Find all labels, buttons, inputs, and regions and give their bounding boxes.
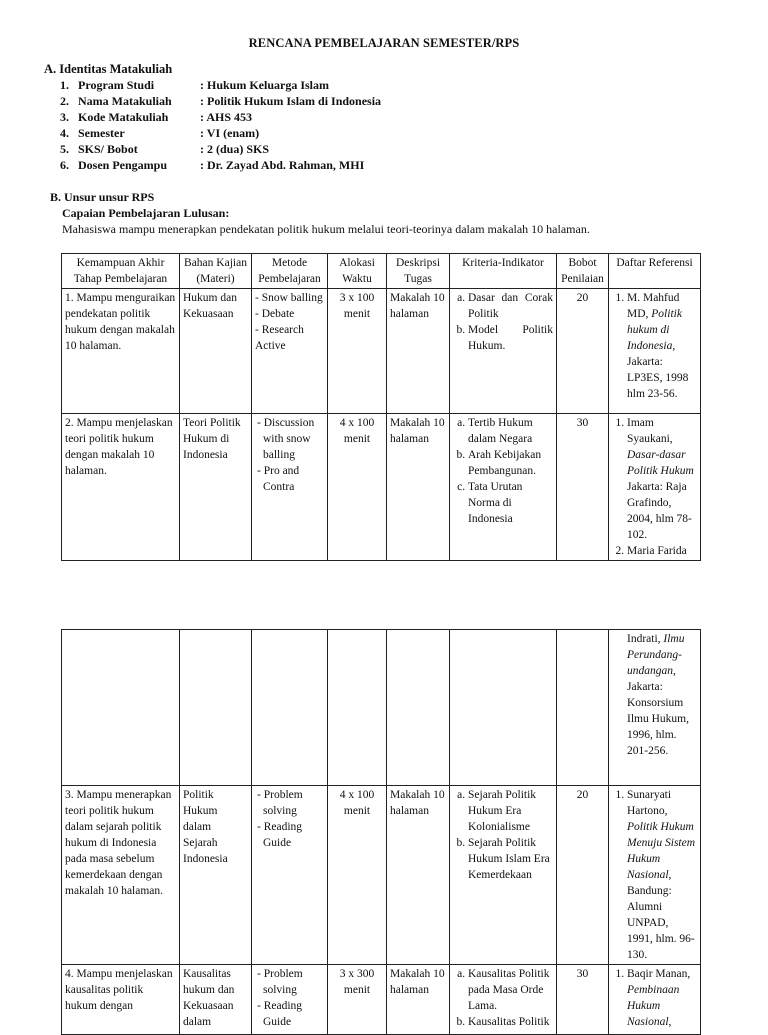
kemampuan-cell: 3. Mampu menerapkan teori politik hukum dalam sejarah politik hukum di Indonesia pada masa sebelum kemerdekaan dengan makalah 10 halaman. — [62, 786, 180, 965]
kriteria-cell — [450, 414, 557, 561]
kriteria-item: b. Kausalitas Politik — [468, 1014, 553, 1030]
metode-cell — [252, 414, 328, 561]
kriteria-item: b. Model Politik Hukum. — [468, 322, 553, 354]
identity-label: SKS/ Bobot — [78, 142, 138, 156]
bahan-cell — [180, 630, 252, 786]
metode-cell — [252, 965, 328, 1035]
identity-number: 2. — [60, 94, 69, 108]
column-header: Daftar Referensi — [609, 254, 701, 289]
identity-number: 4. — [60, 126, 69, 140]
bobot-cell: 20 — [557, 289, 609, 414]
deskripsi-cell: Makalah 10 halaman — [387, 965, 450, 1035]
table-row — [62, 786, 701, 965]
identity-label: Program Studi — [78, 78, 155, 92]
referensi-cell: Indrati, Ilmu Perundang-undangan, Jakarta: Konsorsium Ilmu Hukum, 1996, hlm. 201-256. — [609, 630, 701, 786]
cpl-title: Capaian Pembelajaran Lulusan: — [62, 206, 230, 220]
metode-item: - Problem solving — [255, 787, 324, 819]
metode-item: - Reading Guide — [255, 819, 324, 851]
kemampuan-cell: 1. Mampu menguraikan pendekatan politik hukum dengan makalah 10 halaman. — [62, 289, 180, 414]
identity-label: Kode Matakuliah — [78, 110, 169, 124]
section-b-heading: B. Unsur unsur RPS — [50, 190, 155, 204]
column-header: Deskripsi Tugas — [387, 254, 450, 289]
identity-number: 5. — [60, 142, 69, 156]
identity-number: 3. — [60, 110, 69, 124]
section-a-heading: A. Identitas Matakuliah — [44, 62, 173, 76]
alokasi-cell: 3 x 300 menit — [328, 965, 387, 1035]
identity-value: : 2 (dua) SKS — [200, 142, 270, 156]
metode-item: - Debate — [255, 306, 324, 322]
column-header: Alokasi Waktu — [328, 254, 387, 289]
referensi-cell — [609, 289, 701, 414]
metode-item: - Reading Guide — [255, 998, 324, 1030]
deskripsi-cell: Makalah 10 halaman — [387, 414, 450, 561]
rps-table — [61, 253, 701, 561]
kriteria-cell — [450, 786, 557, 965]
table-row — [62, 965, 701, 1035]
identity-label: Nama Matakuliah — [78, 94, 172, 108]
alokasi-cell: 3 x 100 menit — [328, 289, 387, 414]
metode-cell — [252, 289, 328, 414]
table-row — [62, 289, 701, 414]
deskripsi-cell: Makalah 10 halaman — [387, 786, 450, 965]
alokasi-cell: 4 x 100 menit — [328, 414, 387, 561]
deskripsi-cell: Makalah 10 halaman — [387, 289, 450, 414]
kriteria-item: b. Arah Kebijakan Pembangunan. — [468, 447, 553, 479]
metode-item: - Pro and Contra — [255, 463, 324, 495]
column-header: Bahan Kajian (Materi) — [180, 254, 252, 289]
table-row — [62, 414, 701, 561]
column-header: Metode Pembelajaran — [252, 254, 328, 289]
identity-value: : AHS 453 — [200, 110, 253, 124]
referensi-item: 1. Baqir Manan, Pembinaan Hukum Nasional, — [627, 966, 697, 1030]
kriteria-cell — [450, 289, 557, 414]
kemampuan-cell: 4. Mampu menjelaskan kausalitas politik hukum dengan — [62, 965, 180, 1035]
kriteria-item: b. Sejarah Politik Hukum Islam Era Kemerdekaan — [468, 835, 553, 883]
kriteria-cell — [450, 965, 557, 1035]
document-title: RENCANA PEMBELAJARAN SEMESTER/RPS — [248, 36, 520, 50]
table-row — [62, 630, 701, 786]
identity-value: : VI (enam) — [200, 126, 260, 140]
identity-value: : Politik Hukum Islam di Indonesia — [200, 94, 382, 108]
table-header-row — [62, 254, 701, 289]
referensi-item: 2. Maria Farida — [627, 543, 697, 559]
kemampuan-cell — [62, 630, 180, 786]
bahan-cell: Politik Hukum dalam Sejarah Indonesia — [180, 786, 252, 965]
metode-cell — [252, 786, 328, 965]
kemampuan-cell: 2. Mampu menjelaskan teori politik hukum dengan makalah 10 halaman. — [62, 414, 180, 561]
identity-number: 6. — [60, 158, 69, 172]
bahan-cell: Hukum dan Kekuasaan — [180, 289, 252, 414]
column-header: Kemampuan Akhir Tahap Pembelajaran — [62, 254, 180, 289]
kriteria-item: a. Dasar dan Corak Politik — [468, 290, 553, 322]
bobot-cell: 30 — [557, 414, 609, 561]
referensi-cell — [609, 965, 701, 1035]
column-header: Kriteria-Indikator — [450, 254, 557, 289]
referensi-item: 1. M. Mahfud MD, Politik hukum di Indonesia, Jakarta: LP3ES, 1998 hlm 23-56. — [627, 290, 697, 402]
identity-number: 1. — [60, 78, 69, 92]
bahan-cell: Kausalitas hukum dan Kekuasaan dalam — [180, 965, 252, 1035]
column-header: Bobot Penilaian — [557, 254, 609, 289]
identity-value: : Dr. Zayad Abd. Rahman, MHI — [200, 158, 365, 172]
deskripsi-cell — [387, 630, 450, 786]
identity-label: Dosen Pengampu — [78, 158, 168, 172]
alokasi-cell: 4 x 100 menit — [328, 786, 387, 965]
kriteria-item: a. Kausalitas Politik pada Masa Orde Lama. — [468, 966, 553, 1014]
kriteria-item: c. Tata Urutan Norma di Indonesia — [468, 479, 553, 527]
rps-table-continued — [61, 629, 701, 1035]
bahan-cell: Teori Politik Hukum di Indonesia — [180, 414, 252, 561]
bobot-cell — [557, 630, 609, 786]
bobot-cell: 20 — [557, 786, 609, 965]
bobot-cell: 30 — [557, 965, 609, 1035]
referensi-item: 1. Imam Syaukani, Dasar-dasar Politik Hukum Jakarta: Raja Grafindo, 2004, hlm 78-102. — [627, 415, 697, 543]
referensi-item: 1. Sunaryati Hartono, Politik Hukum Menuju Sistem Hukum Nasional, Bandung: Alumni UNPAD, 1991, hlm. 96-130. — [627, 787, 697, 963]
metode-item: - Problem solving — [255, 966, 324, 998]
cpl-text: Mahasiswa mampu menerapkan pendekatan politik hukum melalui teori-teorinya dalam makalah 10 halaman. — [62, 222, 590, 236]
referensi-cell — [609, 414, 701, 561]
metode-item: - Snow balling — [255, 290, 324, 306]
metode-item: - Research Active — [255, 322, 324, 354]
identity-value: : Hukum Keluarga Islam — [200, 78, 330, 92]
identity-label: Semester — [78, 126, 125, 140]
referensi-cell — [609, 786, 701, 965]
metode-cell — [252, 630, 328, 786]
metode-item: - Discussion with snow balling — [255, 415, 324, 463]
kriteria-cell — [450, 630, 557, 786]
kriteria-item: a. Sejarah Politik Hukum Era Kolonialisme — [468, 787, 553, 835]
alokasi-cell — [328, 630, 387, 786]
kriteria-item: a. Tertib Hukum dalam Negara — [468, 415, 553, 447]
